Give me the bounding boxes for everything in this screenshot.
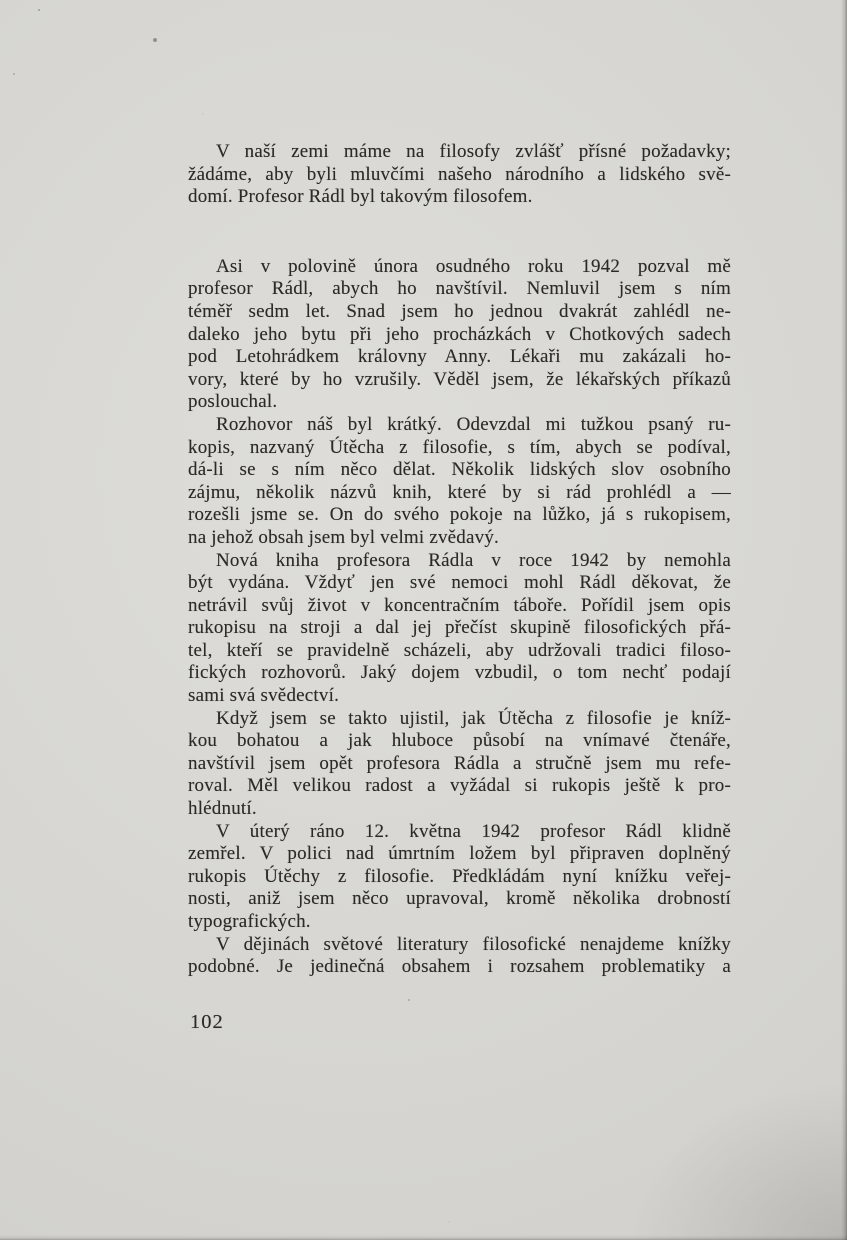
text-line: podobné. Je jedinečná obsahem i rozsahem problematiky a — [188, 956, 731, 978]
text-line: navštívil jsem opět profesora Rádla a stručně jsem mu refe- — [188, 752, 731, 774]
text-line: vory, které by ho vzrušily. Věděl jsem, že lékařských příkazů — [188, 368, 731, 390]
page-corner-shade — [627, 1080, 847, 1240]
text-line: fických rozhovorů. Jaký dojem vzbudil, o tom nechť podají — [188, 662, 731, 684]
page-edge-shadow-right — [841, 0, 847, 1240]
text-line: zájmu, několik názvů knih, které by si rád prohlédl a — — [188, 481, 731, 503]
text-line: typografických. — [188, 911, 311, 932]
text-line: téměř sedm let. Snad jsem ho jednou dvakrát zahlédl ne- — [188, 300, 731, 322]
text-line: kou bohatou a jak hluboce působí na vnímavé čtenáře, — [188, 730, 731, 752]
text-line: domí. Profesor Rádl byl takovým filosofem. — [188, 186, 533, 208]
text-line: profesor Rádl, abych ho navštívil. Nemluvil jsem s ním — [188, 278, 731, 300]
paragraph — [188, 141, 731, 209]
paper-speck — [153, 38, 157, 42]
text-line: V dějinách světové literatury filosofické nenajdeme knížky — [216, 933, 731, 955]
text-line: na jehož obsah jsem byl velmi zvědavý. — [188, 526, 499, 548]
page-number: 102 — [190, 1011, 224, 1033]
paragraph — [188, 550, 731, 708]
paragraph — [188, 934, 731, 979]
text-line: poslouchal. — [188, 391, 278, 413]
paragraph — [188, 256, 731, 414]
paragraph — [188, 708, 731, 821]
text-line: sami svá svědectví. — [188, 685, 340, 707]
text-line: nosti, aniž jsem něco upravoval, kromě několika drobností — [188, 888, 731, 910]
text-line: rukopis Útěchy z filosofie. Předkládám nyní knížku veřej- — [188, 865, 731, 887]
paragraph — [188, 414, 731, 550]
text-line: Rozhovor náš byl krátký. Odevzdal mi tužkou psaný ru- — [216, 413, 731, 435]
text-line: hlédnutí. — [188, 798, 257, 820]
text-line: Asi v polovině února osudného roku 1942 pozval mě — [216, 255, 731, 277]
text-line: netrávil svůj život v koncentračním táboře. Pořídil jsem opis — [188, 594, 731, 616]
text-line: zemřel. V polici nad úmrtním ložem byl připraven doplněný — [188, 843, 731, 865]
text-line: daleko jeho bytu při jeho procházkách v Chotkových sadech — [188, 323, 731, 345]
text-line: žádáme, aby byli mluvčími našeho národního a lidského svě- — [188, 163, 731, 185]
text-line: kopis, nazvaný Útěcha z filosofie, s tím, abych se podíval, — [188, 436, 731, 458]
text-line: Když jsem se takto ujistil, jak Útěcha z filosofie je kníž- — [216, 707, 731, 729]
paragraph — [188, 821, 731, 934]
text-line: Nová kniha profesora Rádla v roce 1942 by nemohla — [216, 549, 731, 571]
text-line: V úterý ráno 12. května 1942 profesor Rádl klidně — [216, 820, 731, 842]
text-line: tel, kteří se pravidelně scházeli, aby udržovali tradici filoso- — [188, 639, 731, 661]
text-line: rozešli jsme se. On do svého pokoje na lůžko, já s rukopisem, — [188, 504, 731, 526]
text-line: V naší zemi máme na filosofy zvlášť přísné požadavky; — [216, 141, 731, 162]
text-line: dá-li se s ním něco dělat. Několik lidských slov osobního — [188, 459, 731, 481]
text-line: být vydána. Vždyť jen své nemoci mohl Rádl děkovat, že — [188, 572, 731, 594]
body-text — [188, 141, 731, 979]
text-line: rukopisu na stroji a dal jej přečíst skupině filosofických přá- — [188, 617, 731, 639]
text-line: pod Letohrádkem královny Anny. Lékaři mu zakázali ho- — [188, 346, 731, 368]
page-edge-shadow-bottom — [0, 1235, 847, 1240]
text-line: roval. Měl velikou radost a vyžádal si rukopis ještě k pro- — [188, 775, 731, 797]
